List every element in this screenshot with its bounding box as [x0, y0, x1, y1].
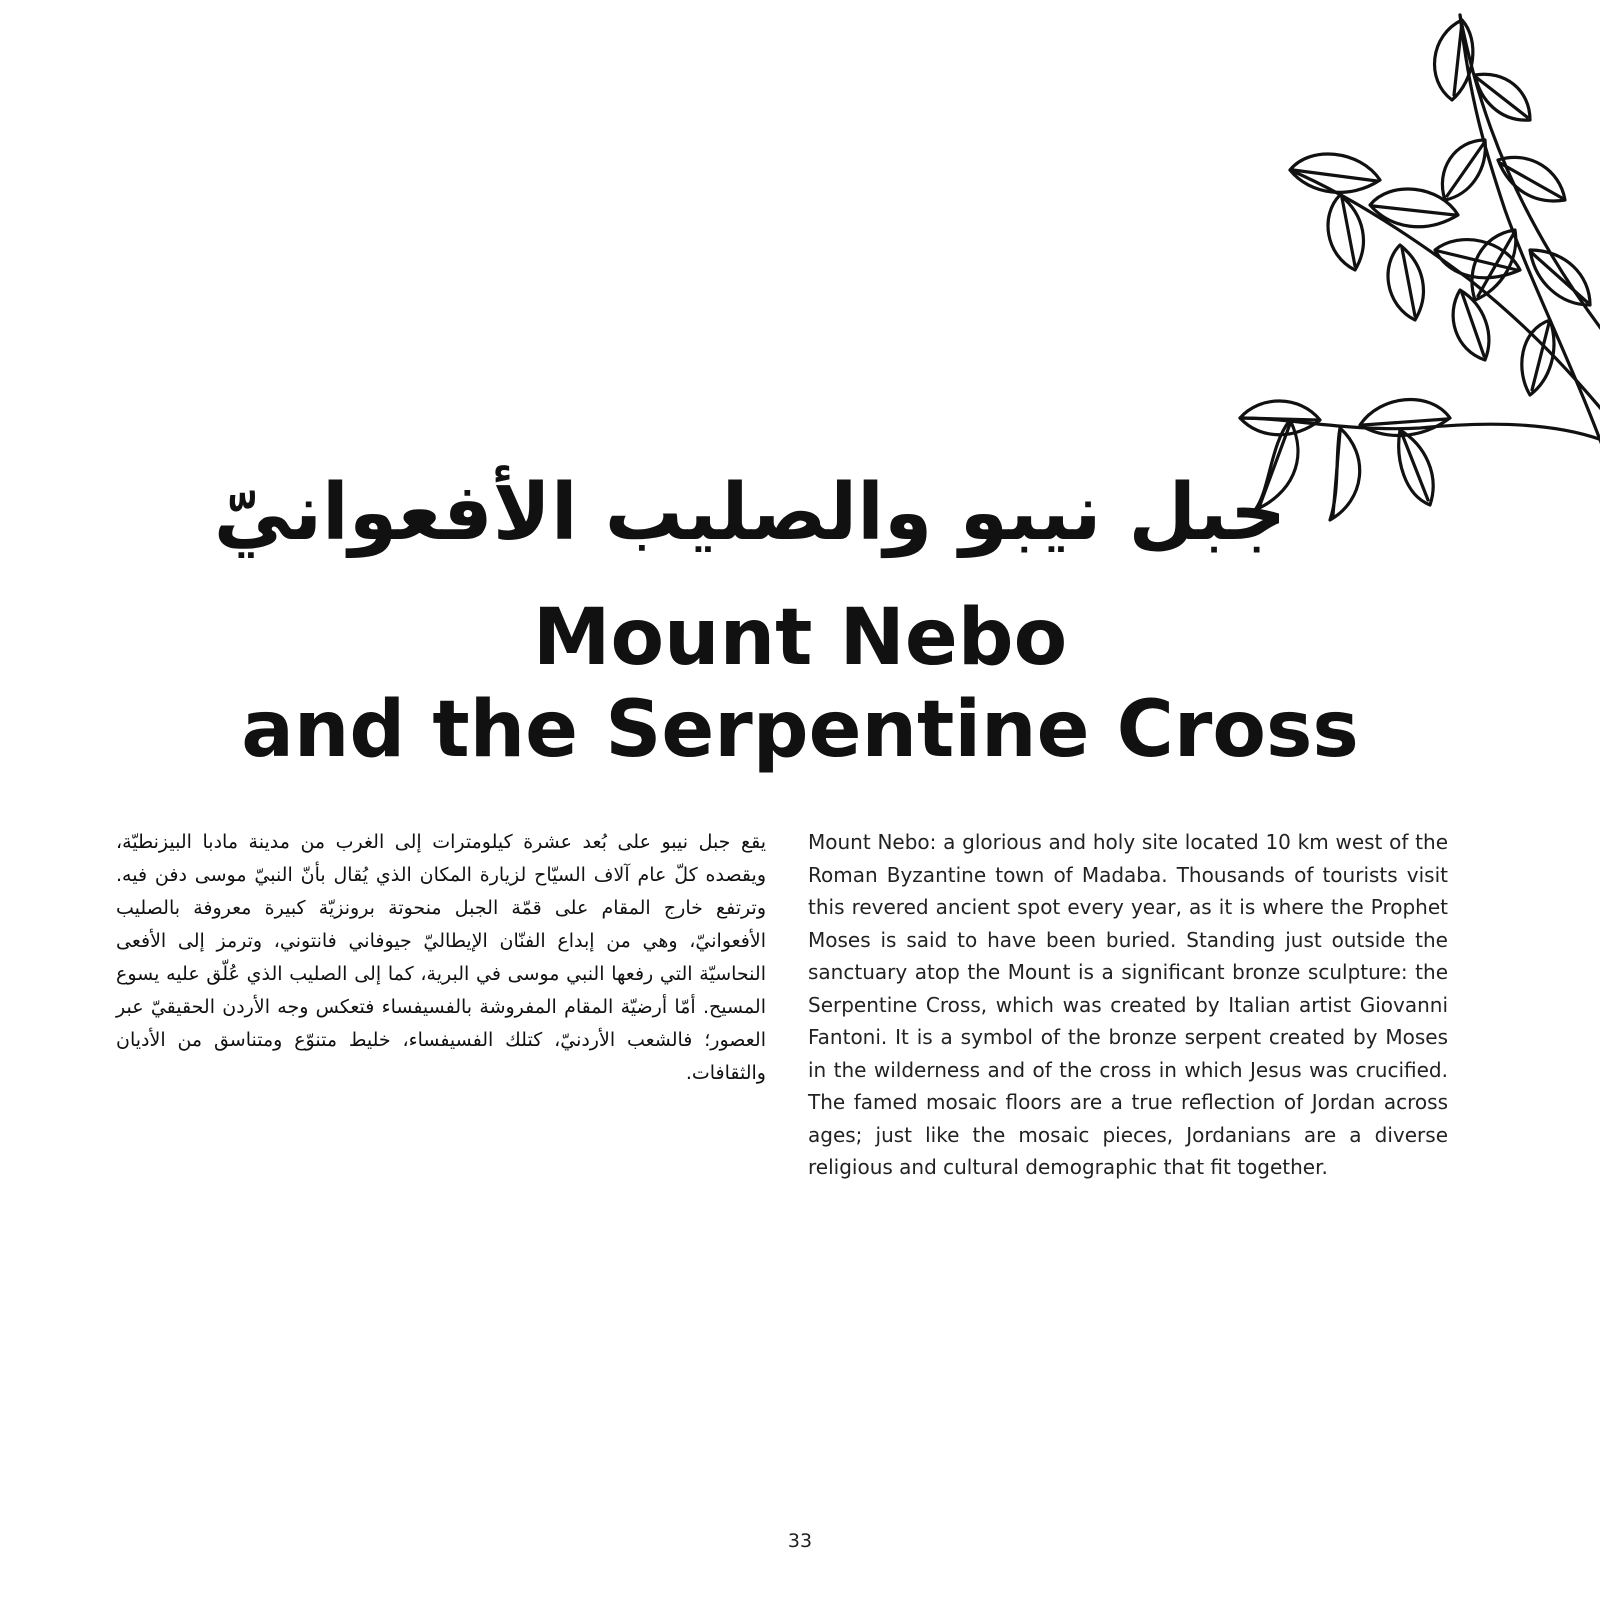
english-body-text: Mount Nebo: a glorious and holy site located 10 km west of the Roman Byzantine town of Madaba. Thousands of tourists visit this revered ancient spot every year, as it is where the Prophet Moses is said to have been buried. Standing just outside the sanctuary atop the Mount is a significant bronze sculpture: the Serpentine Cross, which was created by Italian artist Giovanni Fantoni. It is a symbol of the bronze serpent created by Moses in the wilderness and of the cross in which Jesus was crucified. The famed mosaic floors are a true reflection of Jordan across ages; just like the mosaic pieces, Jordanians are a diverse religious and cultural demographic that fit together.: [808, 830, 1448, 1179]
page-number: 33: [787, 1530, 813, 1552]
english-title-line-1: Mount Nebo: [532, 593, 1068, 683]
arabic-title: جبل نيبو والصليب الأفعوانيّ: [213, 468, 1287, 558]
arabic-body-text: يقع جبل نيبو على بُعد عشرة كيلومترات إلى الغرب من مدينة مادبا البيزنطيّة، ويقصده كلّ عام آلاف السيّاح لزيارة المكان الذي يُقال بأنّ النبيّ موسى دفن فيه. وترتفع خارج المقام على قمّة الجبل منحوتة برونزيّة كبيرة معروفة بالصليب الأفعوانيّ، وهي من إبداع الفنّان الإيطاليّ جيوفاني فانتوني، وترمز إلى الأفعى النحاسيّة التي رفعها النبي موسى في البرية، كما إلى الصليب الذي عُلّق عليه يسوع المسيح. أمّا أرضيّة المقام المفروشة بالفسيفساء فتعكس وجه الأردن الحقيقيّ عبر العصور؛ فالشعب الأردنيّ، كتلك الفسيفساء، خليط متنوّع ومتناسق من الأديان والثقافات.: [116, 831, 766, 1084]
english-title-line-2: and the Serpentine Cross: [241, 685, 1359, 775]
english-title: [150, 592, 1450, 776]
